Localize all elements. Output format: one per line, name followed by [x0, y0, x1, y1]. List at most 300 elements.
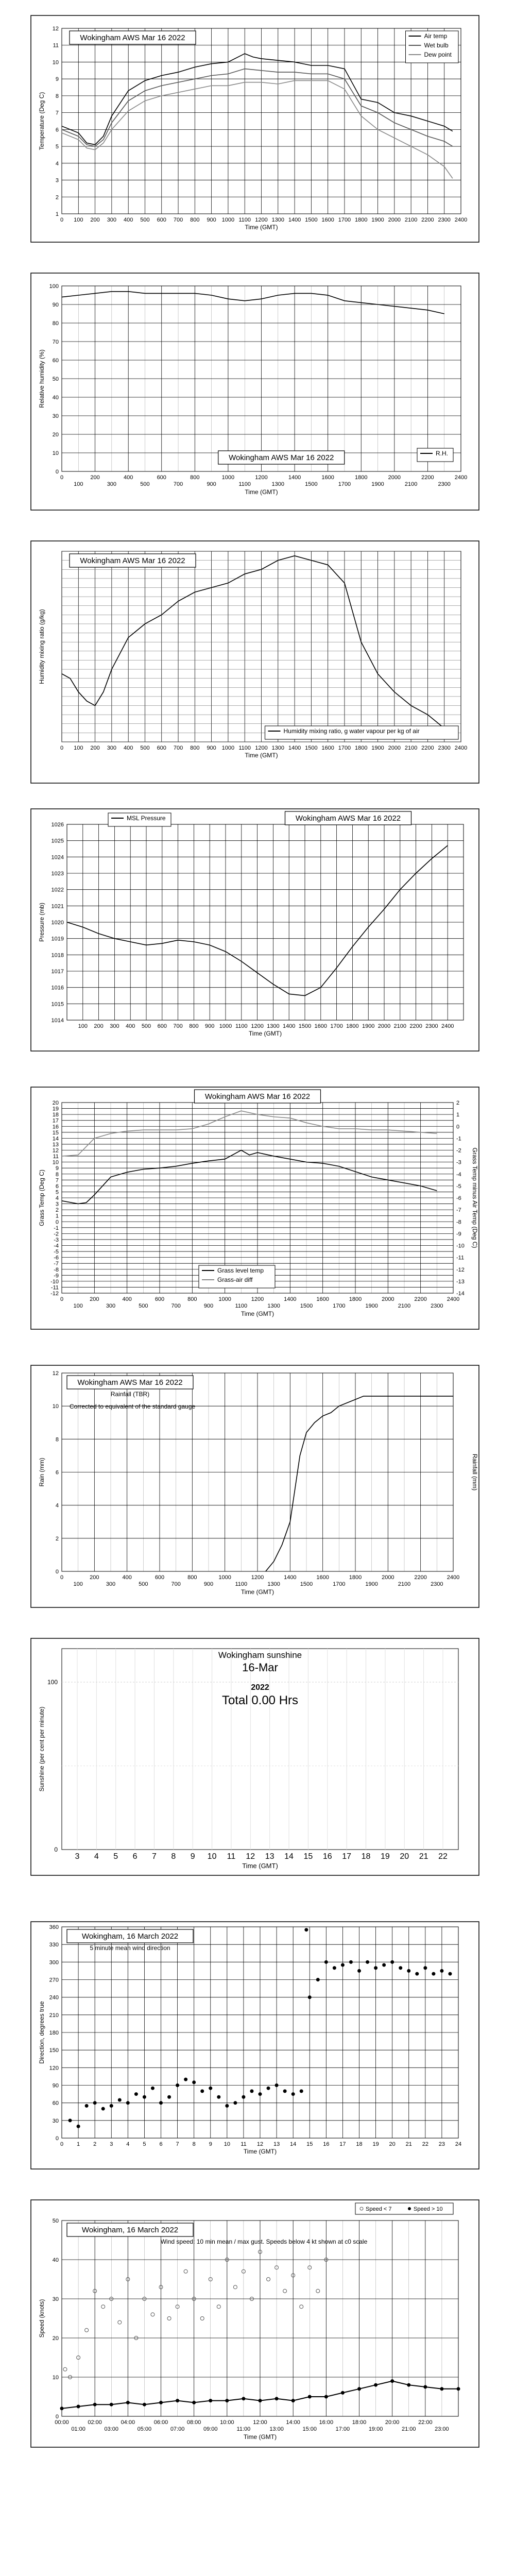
y-tick-label: 1016	[51, 985, 64, 991]
y-tick-label: 60	[52, 2100, 59, 2107]
y-tick-label: 0	[55, 2414, 59, 2420]
wind-direction-chart	[0, 1917, 515, 2174]
x-tick-label: 200	[90, 217, 100, 223]
x-tick-label: 0	[60, 1574, 64, 1581]
y-tick-label: 17	[52, 1117, 59, 1124]
data-point	[184, 2078, 187, 2081]
y-tick-label: 12	[52, 26, 59, 32]
data-point	[275, 2084, 278, 2087]
x-tick-label: 4	[126, 2141, 130, 2147]
y-tick-label: 9	[55, 76, 59, 83]
x-tick-label: 800	[187, 1574, 197, 1581]
x-tick-label: 2400	[454, 745, 468, 751]
x-tick-label: 1400	[288, 745, 301, 751]
x-tick-label: 1500	[305, 217, 318, 223]
x-tick-label: 02:00	[88, 2419, 102, 2426]
y-tick-label: 8	[55, 1171, 59, 1178]
data-point	[226, 2104, 229, 2107]
y-right-tick-label: -6	[456, 1195, 461, 1201]
y-right-tick-label: -9	[456, 1231, 461, 1238]
x-tick-label: 23:00	[435, 2426, 449, 2432]
y-right-tick-label: 1	[456, 1112, 460, 1118]
x-tick-label: 17:00	[335, 2426, 350, 2432]
y-tick-label: 13	[52, 1141, 59, 1148]
x-tick-label: 10:00	[220, 2419, 234, 2426]
chart-total: Total 0.00 Hrs	[221, 1693, 299, 1707]
y-tick-label: 180	[49, 2030, 59, 2036]
x-tick-label: 400	[123, 745, 133, 751]
x-tick-label: 700	[173, 217, 183, 223]
x-tick-label: 1600	[316, 1296, 329, 1302]
x-tick-label: 2300	[425, 1023, 438, 1029]
x-tick-label: 11	[241, 2141, 247, 2147]
x-tick-label: 9	[209, 2141, 212, 2147]
x-tick-label: 2200	[421, 474, 434, 481]
x-tick-label: 200	[90, 474, 100, 481]
chart-title: Wokingham sunshine	[218, 1650, 302, 1660]
x-tick-label: 2000	[388, 217, 401, 223]
y-tick-label: 5	[55, 1189, 59, 1196]
x-tick-label: 14	[290, 2141, 297, 2147]
data-point	[151, 2087, 154, 2090]
data-point	[407, 1969, 410, 1972]
y-tick-label: 50	[52, 2218, 59, 2224]
x-axis-label: Time (GMT)	[245, 752, 278, 759]
data-point	[201, 2090, 204, 2093]
x-tick-label: 900	[207, 745, 216, 751]
y-tick-label: 1018	[51, 952, 64, 959]
legend-entry: Humidity mixing ratio, g water vapour per kg of air	[283, 727, 420, 735]
x-tick-label: 21	[419, 1852, 428, 1861]
data-point	[383, 1963, 386, 1967]
data-point	[85, 2104, 88, 2107]
y-tick-label: 9	[55, 1165, 59, 1172]
x-tick-label: 1500	[305, 745, 318, 751]
data-point	[440, 1969, 443, 1972]
y-tick-label: 10	[52, 59, 59, 66]
data-point	[391, 1960, 394, 1963]
y-tick-label: -11	[50, 1284, 59, 1291]
data-point	[316, 1978, 319, 1981]
x-tick-label: 1500	[300, 1581, 313, 1587]
x-tick-label: 2100	[404, 481, 418, 487]
x-axis-label: Time (GMT)	[245, 488, 278, 496]
x-tick-label: 18:00	[352, 2419, 367, 2426]
x-tick-label: 16:00	[319, 2419, 334, 2426]
x-tick-label: 300	[107, 481, 117, 487]
mixing-ratio-chart-panel	[0, 536, 515, 788]
y-tick-label: 1022	[51, 887, 64, 893]
data-point	[283, 2090, 286, 2093]
x-tick-label: 2300	[438, 481, 451, 487]
x-tick-label: 300	[110, 1023, 119, 1029]
x-tick-label: 500	[141, 1023, 151, 1029]
x-tick-label: 300	[107, 217, 117, 223]
y-tick-label: 10	[52, 450, 59, 456]
chart-date: 16-Mar	[242, 1661, 278, 1674]
x-tick-label: 800	[189, 1023, 199, 1029]
x-tick-label: 1700	[333, 1581, 346, 1587]
data-point	[424, 1967, 427, 1970]
y-tick-label: -7	[54, 1261, 59, 1267]
x-tick-label: 13	[265, 1852, 274, 1861]
y-right-tick-label: -12	[456, 1266, 465, 1273]
x-tick-label: 1200	[251, 1296, 264, 1302]
y-tick-label: 240	[49, 1994, 59, 2001]
x-tick-label: 2200	[414, 1296, 427, 1302]
legend-entry: Dew point	[424, 51, 452, 58]
y-tick-label: -3	[54, 1236, 59, 1243]
legend-entry: Grass level temp	[217, 1267, 264, 1274]
x-tick-label: 800	[190, 217, 200, 223]
y-tick-label: 1020	[51, 920, 64, 926]
chart-title: Wokingham AWS Mar 16 2022	[295, 814, 401, 823]
data-point	[449, 1972, 452, 1975]
x-tick-label: 19:00	[368, 2426, 383, 2432]
x-tick-label: 0	[60, 745, 64, 751]
x-tick-label: 01:00	[71, 2426, 85, 2432]
legend-entry: Speed < 7	[366, 2206, 392, 2212]
x-tick-label: 0	[60, 1296, 64, 1302]
x-tick-label: 700	[173, 1023, 183, 1029]
chart-title: Wokingham AWS Mar 16 2022	[80, 33, 185, 42]
y-tick-label: 15	[52, 1129, 59, 1136]
x-tick-label: 08:00	[186, 2419, 201, 2426]
chart-year: 2022	[251, 1683, 269, 1692]
legend-entry: Speed > 10	[414, 2206, 443, 2212]
y-tick-label: 80	[52, 320, 59, 327]
y-tick-label: -5	[54, 1249, 59, 1256]
x-tick-label: 03:00	[104, 2426, 119, 2432]
x-tick-label: 1600	[314, 1023, 328, 1029]
y-axis-label: Rain (mm)	[38, 1458, 45, 1487]
x-tick-label: 600	[154, 1574, 165, 1581]
y-tick-label: 1014	[51, 1018, 64, 1024]
x-axis-label: Time (GMT)	[243, 2433, 277, 2441]
x-tick-label: 2100	[404, 745, 418, 751]
x-tick-label: 24	[455, 2141, 462, 2147]
y-tick-label: 2	[55, 1207, 59, 1214]
y-right-tick-label: -11	[456, 1255, 465, 1261]
data-point	[160, 2102, 163, 2105]
y-tick-label: 3	[55, 177, 59, 184]
x-tick-label: 1200	[255, 217, 268, 223]
x-tick-label: 1000	[221, 474, 235, 481]
x-tick-label: 200	[94, 1023, 104, 1029]
data-point	[209, 2087, 212, 2090]
x-tick-label: 2300	[431, 1581, 443, 1587]
x-tick-label: 1800	[346, 1023, 359, 1029]
x-tick-label: 1100	[238, 481, 251, 487]
x-tick-label: 1200	[255, 745, 268, 751]
y-tick-label: -9	[54, 1273, 59, 1279]
y-tick-label: 1025	[51, 838, 64, 844]
x-tick-label: 2000	[388, 745, 401, 751]
chart-title: Wokingham AWS Mar 16 2022	[77, 1378, 183, 1387]
x-tick-label: 200	[90, 1574, 99, 1581]
x-tick-label: 6	[159, 2141, 163, 2147]
x-tick-label: 2200	[421, 745, 434, 751]
x-tick-label: 300	[107, 745, 117, 751]
y-axis-label: Speed (knots)	[38, 2299, 45, 2338]
x-tick-label: 15:00	[302, 2426, 317, 2432]
x-tick-label: 600	[157, 217, 166, 223]
x-tick-label: 1400	[288, 217, 301, 223]
x-tick-label: 600	[157, 474, 166, 481]
x-tick-label: 2000	[377, 1023, 391, 1029]
y-tick-label: 90	[52, 2082, 59, 2089]
y-tick-label: 10	[52, 1403, 59, 1410]
x-axis-label: Time (GMT)	[245, 224, 278, 231]
x-tick-label: 1200	[251, 1574, 264, 1581]
y-tick-label: 8	[55, 1436, 59, 1443]
y-tick-label: 6	[55, 127, 59, 133]
data-point	[341, 1963, 344, 1967]
x-tick-label: 700	[171, 1581, 181, 1587]
x-tick-label: 1900	[371, 745, 384, 751]
x-tick-label: 11	[227, 1852, 236, 1861]
x-tick-label: 20:00	[385, 2419, 400, 2426]
x-tick-label: 1500	[300, 1303, 313, 1309]
x-tick-label: 14	[284, 1852, 294, 1861]
x-tick-label: 900	[207, 217, 216, 223]
y-tick-label: 6	[55, 1469, 59, 1476]
x-tick-label: 5	[143, 2141, 146, 2147]
chart-subtitle: Wind speed: 10 min mean / max gust. Speeds below 4 kt shown at c0 scale	[160, 2238, 368, 2245]
y-tick-label: 40	[52, 395, 59, 401]
x-tick-label: 1800	[355, 745, 368, 751]
x-tick-label: 2000	[382, 1574, 394, 1581]
y-tick-label: 4	[55, 160, 59, 167]
x-tick-label: 1400	[284, 1296, 297, 1302]
x-tick-label: 07:00	[170, 2426, 185, 2432]
x-tick-label: 1000	[218, 1574, 231, 1581]
x-tick-label: 2200	[409, 1023, 422, 1029]
y-tick-label: 10	[52, 2375, 59, 2381]
rainfall-chart-panel	[0, 1360, 515, 1613]
data-point	[374, 1967, 377, 1970]
x-tick-label: 2400	[447, 1296, 460, 1302]
x-tick-label: 1100	[238, 745, 251, 751]
chart-subtitle: Rainfall (TBR)	[110, 1391, 150, 1398]
x-tick-label: 8	[171, 1852, 176, 1861]
x-tick-label: 2100	[398, 1303, 411, 1309]
data-point	[118, 2098, 121, 2102]
x-tick-label: 20	[389, 2141, 396, 2147]
x-tick-label: 800	[190, 745, 200, 751]
x-tick-label: 500	[139, 1581, 148, 1587]
data-point	[234, 2102, 237, 2105]
x-tick-label: 17	[342, 1852, 352, 1861]
y-tick-label: 11	[53, 42, 59, 49]
y-tick-label: -6	[54, 1255, 59, 1261]
y-right-tick-label: -1	[456, 1136, 461, 1142]
legend-entry: Air temp	[424, 32, 448, 40]
y-right-tick-label: 0	[456, 1124, 460, 1130]
data-point	[101, 2107, 105, 2110]
x-tick-label: 600	[157, 745, 166, 751]
chart-title: Wokingham AWS Mar 16 2022	[229, 453, 334, 462]
x-tick-label: 0	[60, 2141, 64, 2147]
data-point	[93, 2102, 96, 2105]
x-tick-label: 700	[173, 481, 183, 487]
x-tick-label: 400	[122, 1574, 132, 1581]
x-tick-label: 1600	[321, 217, 334, 223]
x-tick-label: 1900	[365, 1303, 378, 1309]
y-tick-label: 50	[52, 376, 59, 382]
x-axis-label: Time (GMT)	[248, 1030, 282, 1037]
x-tick-label: 1200	[255, 474, 268, 481]
x-tick-label: 100	[73, 1581, 83, 1587]
x-tick-label: 800	[187, 1296, 197, 1302]
y-tick-label: 360	[49, 1924, 59, 1930]
y-axis-label: Relative humidity (%)	[38, 349, 45, 408]
x-axis-label: Time (GMT)	[241, 1310, 274, 1317]
humidity-chart-panel	[0, 268, 515, 515]
x-tick-label: 2300	[438, 217, 451, 223]
x-tick-label: 20	[400, 1852, 409, 1861]
x-tick-label: 7	[152, 1852, 157, 1861]
y-tick-label: 60	[52, 358, 59, 364]
x-tick-label: 7	[176, 2141, 179, 2147]
x-tick-label: 100	[74, 217, 83, 223]
x-tick-label: 22	[422, 2141, 428, 2147]
data-point	[134, 2093, 138, 2096]
x-tick-label: 09:00	[203, 2426, 218, 2432]
data-point	[217, 2095, 220, 2098]
x-axis-label: Time (GMT)	[241, 1588, 274, 1596]
x-tick-label: 200	[90, 1296, 99, 1302]
y-tick-label: 19	[52, 1106, 59, 1112]
y-tick-label: 1024	[51, 854, 64, 861]
chart-annotation: Corrected to equivalent of the standard gauge	[70, 1403, 196, 1410]
x-tick-label: 1200	[251, 1023, 264, 1029]
x-tick-label: 3	[75, 1852, 80, 1861]
data-point	[193, 2081, 196, 2084]
x-tick-label: 4	[94, 1852, 99, 1861]
y-tick-label: 4	[55, 1195, 59, 1201]
y-tick-label: 14	[52, 1136, 59, 1142]
x-tick-label: 2400	[454, 217, 468, 223]
x-tick-label: 1900	[365, 1581, 378, 1587]
y-tick-label: 330	[49, 1942, 59, 1948]
y-tick-label: 90	[52, 302, 59, 308]
y-tick-label: 1019	[51, 936, 64, 942]
y-tick-label: 2	[55, 194, 59, 201]
x-tick-label: 900	[207, 481, 216, 487]
y-tick-label: 6	[55, 1183, 59, 1190]
x-tick-label: 2100	[404, 217, 418, 223]
data-point	[143, 2095, 146, 2098]
x-tick-label: 2400	[441, 1023, 454, 1029]
y-tick-label: 30	[52, 2117, 59, 2124]
data-point	[250, 2090, 253, 2093]
y-tick-label: 210	[49, 2012, 59, 2019]
x-tick-label: 400	[123, 474, 133, 481]
y-right-tick-label: -2	[456, 1147, 461, 1154]
y-tick-label: -4	[54, 1243, 59, 1249]
x-tick-label: 11:00	[236, 2426, 251, 2432]
y-tick-label: 1	[55, 1213, 59, 1219]
x-tick-label: 0	[60, 474, 64, 481]
x-tick-label: 1600	[321, 474, 334, 481]
x-tick-label: 12	[256, 2141, 264, 2147]
data-point	[300, 2090, 303, 2093]
x-tick-label: 1800	[349, 1296, 362, 1302]
data-point	[168, 2095, 171, 2098]
data-point	[68, 2119, 72, 2122]
data-point	[432, 1972, 435, 1975]
y-tick-label: 1017	[51, 969, 64, 975]
y-tick-label: 20	[52, 2335, 59, 2342]
y-tick-label: 7	[55, 1177, 59, 1184]
x-tick-label: 900	[203, 1303, 214, 1309]
x-tick-label: 100	[74, 481, 83, 487]
y-tick-label: 7	[55, 110, 59, 116]
chart-title: Wokingham, 16 March 2022	[81, 2226, 179, 2234]
x-tick-label: 400	[123, 217, 133, 223]
x-tick-label: 1300	[271, 217, 285, 223]
data-point	[366, 1960, 369, 1963]
x-tick-label: 400	[122, 1296, 132, 1302]
x-tick-label: 21	[405, 2141, 412, 2147]
data-point	[349, 1960, 352, 1963]
wind-speed-chart-panel	[0, 2195, 515, 2452]
x-tick-label: 1600	[316, 1574, 329, 1581]
y-tick-label: 40	[52, 2257, 59, 2263]
x-tick-label: 5	[113, 1852, 118, 1861]
data-point	[333, 1967, 336, 1970]
y-axis-label: Humidity mixing ratio (g/kg)	[38, 609, 45, 684]
legend-entry: Grass-air diff	[217, 1276, 253, 1283]
x-tick-label: 1900	[371, 481, 384, 487]
y-tick-label: 8	[55, 93, 59, 99]
y-axis-label: Direction, degrees true	[38, 2001, 45, 2064]
y-tick-label: 4	[55, 1502, 59, 1509]
y-right-tick-label: -3	[456, 1159, 461, 1166]
x-axis-label: Time (GMT)	[243, 2148, 277, 2155]
humidity-chart	[0, 268, 515, 515]
x-tick-label: 1300	[271, 745, 285, 751]
x-tick-label: 1400	[282, 1023, 296, 1029]
x-tick-label: 100	[73, 1303, 83, 1309]
x-tick-label: 300	[106, 1581, 116, 1587]
legend-entry: MSL Pressure	[127, 815, 166, 822]
y-tick-label: 20	[52, 1100, 59, 1106]
x-tick-label: 900	[203, 1581, 214, 1587]
x-tick-label: 10	[207, 1852, 217, 1861]
x-tick-label: 10	[224, 2141, 230, 2147]
chart-title: Wokingham, 16 March 2022	[81, 1932, 179, 1941]
x-tick-label: 1100	[235, 1581, 248, 1587]
x-tick-label: 1100	[235, 1303, 248, 1309]
data-point	[416, 1972, 419, 1975]
x-tick-label: 2400	[454, 474, 468, 481]
x-tick-label: 300	[106, 1303, 116, 1309]
x-tick-label: 1	[77, 2141, 80, 2147]
x-tick-label: 19	[380, 1852, 390, 1861]
rainfall-chart	[0, 1360, 515, 1613]
y-tick-label: 1023	[51, 871, 64, 877]
x-tick-label: 600	[154, 1296, 165, 1302]
x-tick-label: 700	[171, 1303, 181, 1309]
x-tick-label: 1000	[221, 745, 235, 751]
x-tick-label: 2300	[438, 745, 451, 751]
x-tick-label: 18	[361, 1852, 371, 1861]
y-tick-label: 0	[55, 1569, 59, 1575]
x-tick-label: 13:00	[269, 2426, 284, 2432]
y-right-tick-label: -8	[456, 1219, 461, 1226]
